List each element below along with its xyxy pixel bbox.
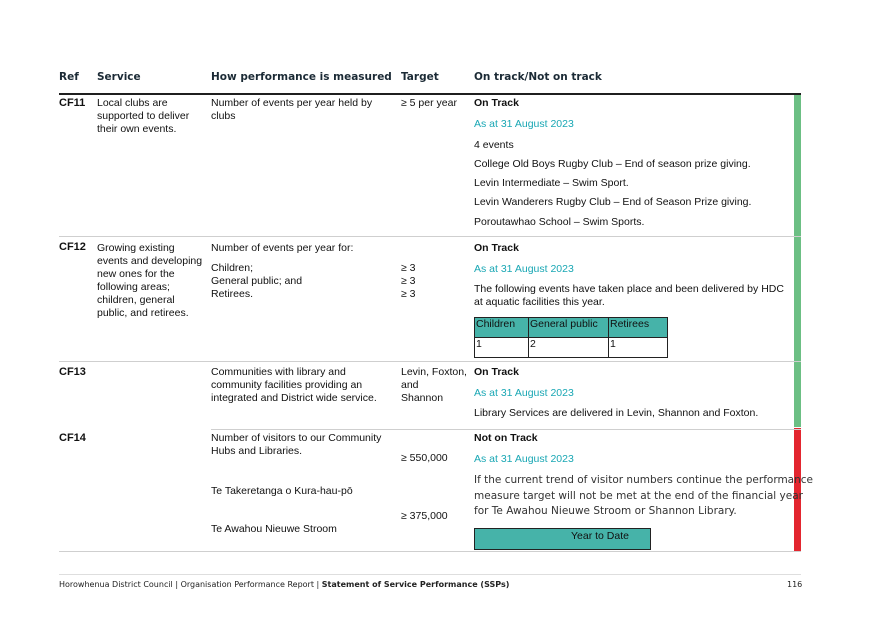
detail-cf12: The following events have taken place and been delivered by HDC at aquatic facilities this year. [474,283,784,308]
row-divider [211,429,801,430]
as-at-cf13: As at 31 August 2023 [474,387,574,399]
measure-cf14-3: Te Awahou Nieuwe Stroom [211,523,337,535]
col-header-target: Target [401,71,439,83]
on-track-status-bar [794,95,801,427]
events-table-value-children: 1 [475,338,529,358]
target-cf12: ≥ 3 ≥ 3 ≥ 3 [401,262,416,300]
row-divider [59,236,801,237]
as-at-cf14: As at 31 August 2023 [474,453,574,465]
detail-cf11-1: 4 events [474,139,514,151]
detail-cf13: Library Services are delivered in Levin, Shannon and Foxton. [474,407,759,419]
measure-cf11: Number of events per year held by clubs [211,97,373,122]
target-cf11: ≥ 5 per year [401,97,457,109]
detail-cf11-3: Levin Intermediate – Swim Sport. [474,177,629,189]
ref-cf12: CF12 [59,241,86,253]
year-to-date-label: Year to Date [571,530,629,542]
col-header-how: How performance is measured [211,71,392,83]
row-divider [59,361,801,362]
as-at-cf11: As at 31 August 2023 [474,118,574,130]
header-rule [59,93,801,95]
detail-cf11-5: Poroutawhao School – Swim Sports. [474,216,645,228]
footer-text: Horowhenua District Council | Organisation Performance Report | Statement of Service Performance (SSPs) [59,580,510,589]
measure-cf14-2: Te Takeretanga o Kura-hau-pō [211,485,353,497]
page-number: 116 [787,580,803,589]
table-bottom-rule [59,551,801,552]
events-table-value-retirees: 1 [609,338,668,358]
target-cf13: Levin, Foxton, and Shannon [401,366,467,404]
measure-cf13: Communities with library and community facilities providing an integrated and District wide service. [211,366,377,404]
col-header-ref: Ref [59,71,79,83]
ref-cf14: CF14 [59,432,86,444]
measure-cf12: Children; General public; and Retirees. [211,262,303,300]
status-cf13: On Track [474,366,519,378]
col-header-service: Service [97,71,141,83]
events-table-header-retirees: Retirees [609,318,668,338]
service-cf11: Local clubs are supported to deliver their own events. [97,97,190,135]
target-cf14-1: ≥ 550,000 [401,452,448,464]
measure-cf12-intro: Number of events per year for: [211,242,354,254]
events-table-header-general-public: General public [529,318,609,338]
service-cf12: Growing existing events and developing new ones for the following areas; children, general public, and retirees. [97,242,203,319]
detail-cf11-4: Levin Wanderers Rugby Club – End of Season Prize giving. [474,196,752,208]
status-cf11: On Track [474,97,519,109]
measure-cf14: Number of visitors to our Community Hubs and Libraries. [211,432,382,457]
status-cf14: Not on Track [474,432,538,444]
year-to-date-box [474,528,651,550]
status-cf12: On Track [474,242,519,254]
ref-cf11: CF11 [59,97,86,109]
events-table-header-children: Children [475,318,529,338]
footer-rule [59,574,801,575]
ref-cf13: CF13 [59,366,86,378]
target-cf14-2: ≥ 375,000 [401,510,448,522]
col-header-status: On track/Not on track [474,71,602,83]
as-at-cf12: As at 31 August 2023 [474,263,574,275]
detail-cf14: If the current trend of visitor numbers continue the performance measure target will not be met at the end of the financial year for Te Awahou Nieuwe Stroom or Shannon Library. [474,474,814,517]
events-table-value-general-public: 2 [529,338,609,358]
events-table [474,317,668,358]
detail-cf11-2: College Old Boys Rugby Club – End of season prize giving. [474,158,751,170]
